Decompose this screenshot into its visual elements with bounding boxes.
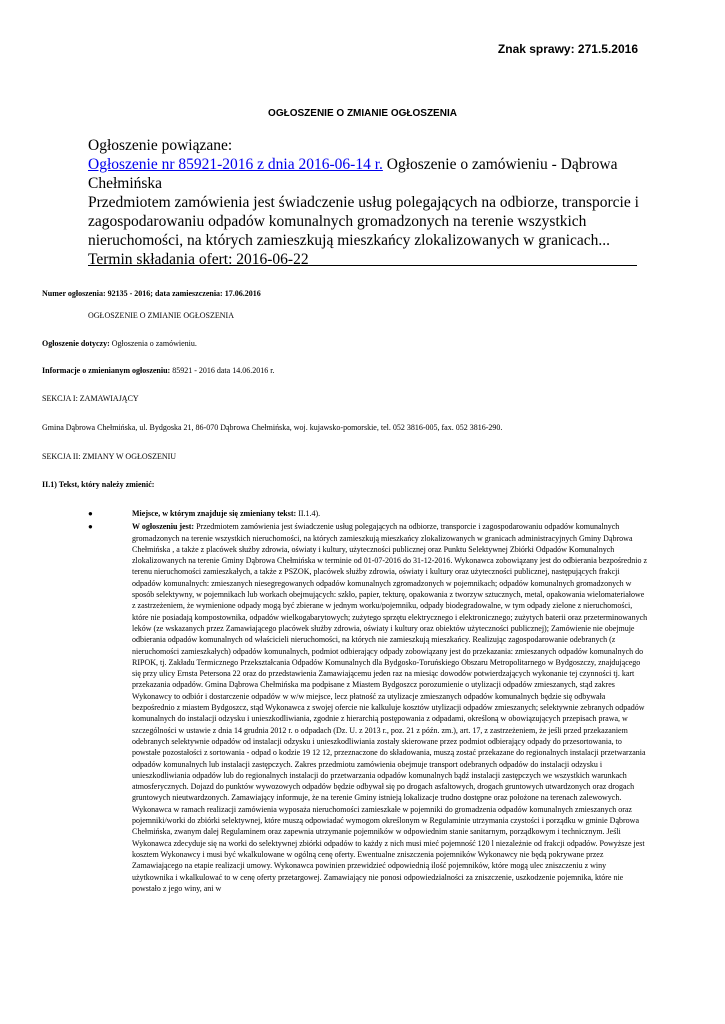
divider — [88, 265, 637, 266]
related-subject: Przedmiotem zamówienia jest świadczenie usług polegających na odbiorze, transporcie i zagospodarowaniu odpadów komunalnych gromadzonych na terenie wszystkich nieruchomości, na których zamieszkują mieszkańcy zlokalizowanych w granicach... — [88, 194, 639, 249]
subtitle: OGŁOSZENIE O ZMIANIE OGŁOSZENIA — [88, 311, 234, 320]
place-label: Miejsce, w którym znajduje się zmieniany tekst: — [132, 509, 297, 518]
place-value: II.1.4). — [296, 509, 321, 518]
bullet-icon: ● — [88, 509, 93, 518]
related-label: Ogłoszenie powiązane: — [88, 137, 233, 154]
notice-number: Numer ogłoszenia: 92135 - 2016; data zamieszczenia: 17.06.2016 — [42, 289, 261, 298]
list-item — [88, 521, 648, 894]
bullet-icon: ● — [88, 522, 93, 532]
section-1-heading: SEKCJA I: ZAMAWIAJĄCY — [42, 394, 139, 403]
section-2-heading: SEKCJA II: ZMIANY W OGŁOSZENIU — [42, 452, 177, 461]
changed-notice-info — [42, 366, 682, 376]
case-number: Znak sprawy: 271.5.2016 — [497, 42, 638, 56]
page-title: OGŁOSZENIE O ZMIANIE OGŁOSZENIA — [268, 108, 457, 119]
contracting-authority: Gmina Dąbrowa Chełmińska, ul. Bydgoska 21, 86-070 Dąbrowa Chełmińska, woj. kujawsko-pomorskie, tel. 052 3816-005, fax. 052 3816-290. — [42, 423, 503, 432]
notice-concerns-value: Ogłoszenia o zamówieniu. — [109, 339, 197, 348]
in-notice-label: W ogłoszeniu jest: — [132, 522, 195, 532]
related-notice-link[interactable]: Ogłoszenie nr 85921-2016 z dnia 2016-06-14 r. — [88, 156, 383, 173]
in-notice-text: Przedmiotem zamówienia jest świadczenie usług polegających na odbiorze, transporcie i zagospodarowaniu odpadów komunalnych gromadzonych na terenie wszystkich nieruchomości, na których zamieszkują mieszkańcy zlokalizowanych w granicach administracyjnych Gminy Dąbrowa Chełmińska , a także z placówek służby zdrowia, oświaty i kultury, użyteczności publicznej oraz Punktu Selektywnej Zbiórki Odpadów Komunalnych zlokalizowanych na terenie Gminy Dąbrowa Chełmińska w terminie od 01-07-2016 do 31-12-2016. Wykonawca zobowiązany jest do odbierania bezpośrednio z terenu nieruchomości zamieszkałych, a także z PSZOK, placówek służby zdrowia, oświaty i kultury oraz użyteczności publicznej, następujących frakcji odpadów komunalnych: zmieszanych niesegregowanych odpadów komunalnych zgromadzonych w pojemnikach; odpadów komunalnych gromadzonych w sposób selektywny, w pojemnikach lub workach obejmujących: szkło, papier, tekturę, opakowania z tworzyw sztucznych, metal, opakowania wielomateriałowe z zastrzeżeniem, że wymienione odpady mogą być zbierane w jednym worku/pojemniku, odpady biodegradowalne, w tym odpady zielone z nieruchomości, które nie posiadają kompostownika, odpadów wielkogabarytowych; zużytego sprzętu elektrycznego i elektronicznego; zużytych baterii oraz przeterminowanych leków (ze wskazanych przez Zamawiającego placówek służby zdrowia, oświaty i kultury oraz obiektów użyteczności publicznej); Zamówienie nie obejmuje odbierania odpadów komunalnych od właścicieli nieruchomości, na których nie zamieszkują mieszkańcy. Realizując zagospodarowanie odebranych (z nieruchomości zamieszkałych) odpadów komunalnych, podmiot odbierający odpady zobowiązany jest do przekazania: zmieszanych odpadów komunalnych do RIPOK, tj. Zakładu Termicznego Przekształcania Odpadów Komunalnych dla Bydgosko-Toruńskiego Obszaru Metropolitarnego w Bydgoszczy, znajdującego się przy ulicy Ernsta Petersona 22 oraz do przedstawienia Zamawiającemu jeden raz na miesiąc dowodów potwierdzających wykonanie tej czynności tj. kart przekazania odpadów. Gmina Dąbrowa Chełmińska ma podpisane z Miastem Bydgoszcz porozumienie o utylizacji odpadów zmieszanych, stąd zakres Wykonawcy to odbiór i dostarczenie odpadów w w/w miejsce, lecz płatność za utylizacje zmieszanych odpadów komunalnych będzie się odbywała bezpośrednio z miastem Bydgoszcz, stąd Wykonawca z swojej ofercie nie kalkuluje kosztów utylizacji odpadów zmieszanych; selektywnie zebranych odpadów komunalnych do instalacji odzysku i unieszkodliwiania, zgodnie z hierarchią postępowania z odpadami, określoną w obowiązujących przepisach prawa, w szczególności w ustawie z dnia 14 grudnia 2012 r. o odpadach (Dz. U. z 2013 r., poz. 21 z późn. zm.), art. 17, z zastrzeżeniem, że jeśli przed przekazaniem odebranych selektywnie odpadów od instalacji odzysku i unieszkodliwiania zostały skierowane przez podmiot odbierający odpady do przesortowania, to powstałe pozostałości z sortowania - odpad o kodzie 19 12 12, przeznaczone do składowania, muszą zostać przekazane do regionalnych instalacji przetwarzania odpadów komunalnych lub instalacji zastępczych. Zakres przedmiotu zamówienia obejmuje transport odebranych odpadów do instalacji odzysku i unieszkodliwiania odpadów lub do regionalnych instalacji do przetwarzania odpadów komunalnych bądź instalacji zastępczych we wszystkich warunkach atmosferycznych. Dojazd do punktów wywozowych odpadów będzie odbywał się po drogach asfaltowych, drogach gruntowych utwardzonych oraz drogach gruntowych nieutwardzonych. Zamawiający informuje, że na terenie Gminy istnieją lokalizacje trudno dostępne oraz położone na terenach zalewowych. Wykonawca w ramach realizacji zamówienia wyposaża nieruchomości zamieszkałe w pojemniki do gromadzenia odpadów komunalnych zmieszanych oraz pojemniki/worki do zbiórki selektywnej, które muszą odpowiadać wymogom określonym w Regulaminie utrzymania czystości i porządku w gminie Dąbrowa Chełmińska, zwanym dalej Regulaminem oraz zapewnia utrzymanie pojemników w odpowiednim stanie sanitarnym, porządkowym i technicznym. Jeśli Wykonawca zdecyduje się na worki do selektywnej zbiórki odpadów to każdy z nich musi mieć pojemność 120 l niezależnie od frakcji odpadów. Powyższe jest kosztem Wykonawcy i musi być wkalkulowane w ogólną cenę oferty. Ewentualne zniszczenia pojemników Wykonawcy nie będą pokrywane przez Zamawiającego na etapie realizacji umowy. Wykonawca powinien przewidzieć odpowiednią ilość pojemników, które mogą ulec zniszczeniu z winy użytkownika i wkalkulować to w cenę oferty przetargowej. Zamawiający nie ponosi odpowiedzialności za zniszczenie, uszkodzenie pojemnika, które nie powstało z jego winy, ani w — [132, 522, 648, 893]
notice-concerns-label: Ogłoszenie dotyczy: — [42, 339, 110, 348]
notice-concerns — [42, 339, 682, 349]
related-notice-block — [88, 136, 648, 269]
related-link-line — [88, 155, 648, 193]
changed-notice-value: 85921 - 2016 data 14.06.2016 r. — [170, 366, 275, 375]
related-link-suffix: Ogłoszenie o zamówieniu - Dąbrowa Chełmińska — [88, 156, 618, 192]
changed-notice-label: Informacje o zmienianym ogłoszeniu: — [42, 366, 171, 375]
list-item — [88, 508, 648, 519]
section-ii1-heading: II.1) Tekst, który należy zmienić: — [42, 480, 155, 489]
related-deadline: Termin składania ofert: 2016-06-22 — [88, 251, 309, 268]
changes-list — [88, 508, 648, 894]
